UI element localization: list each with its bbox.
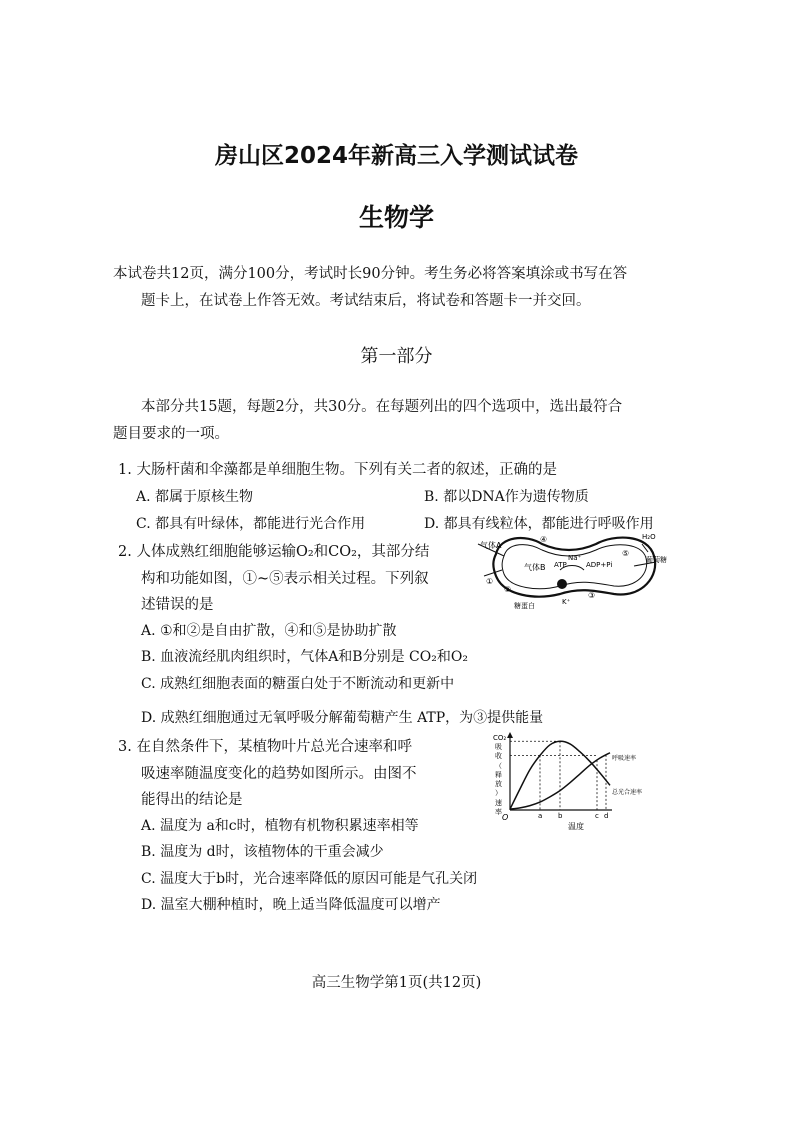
y-axis-label-group — [493, 734, 506, 816]
question-2-option-d[interactable]: D. 成熟红细胞通过无氧呼吸分解葡萄糖产生 ATP，为③提供能量 — [141, 710, 544, 726]
y-axis-label-part: 速 — [495, 799, 502, 807]
y-axis-label-part: 释 — [495, 771, 502, 779]
respiration-curve — [510, 753, 610, 809]
process-2-arrow — [484, 570, 502, 576]
y-axis-label-part: 收 — [495, 752, 502, 760]
question-3-stem-line-1: 3. 在自然条件下，某植物叶片总光合速率和呼 — [118, 739, 412, 755]
process-1-marker: ① — [486, 577, 494, 586]
x-tick-label: b — [558, 812, 563, 820]
part-title: 第一部分 — [360, 346, 433, 367]
na-k-pump — [557, 579, 567, 589]
red-blood-cell-diagram — [474, 526, 674, 612]
temperature-rate-chart — [488, 728, 688, 834]
process-4-marker: ④ — [540, 535, 548, 544]
x-tick-label: c — [595, 812, 599, 820]
question-2-option-c[interactable]: C. 成熟红细胞表面的糖蛋白处于不断流动和更新中 — [141, 676, 455, 692]
question-1-option-c[interactable]: C. 都具有叶绿体，都能进行光合作用 — [136, 516, 366, 532]
question-1-option-b[interactable]: B. 都以DNA作为遗传物质 — [424, 489, 589, 505]
y-axis-label-part: 放 — [495, 780, 502, 788]
x-axis-label: 温度 — [568, 822, 584, 831]
y-axis-label-part: 吸 — [495, 743, 502, 751]
gas-a-label: 气体A — [480, 541, 502, 550]
y-axis-label-part: ） — [495, 789, 502, 797]
subject-title: 生物学 — [358, 203, 434, 232]
question-3-stem-line-3: 能得出的结论是 — [141, 792, 243, 808]
x-tick-label: a — [538, 812, 543, 820]
question-3-option-a[interactable]: A. 温度为 a和c时，植物有机物积累速率相等 — [141, 818, 419, 834]
exam-title: 房山区2024年新高三入学测试试卷 — [214, 143, 578, 169]
cell-membrane-outline — [493, 538, 655, 597]
question-1-option-d[interactable]: D. 都具有线粒体，都能进行呼吸作用 — [424, 516, 654, 532]
k-label: K⁺ — [562, 598, 571, 606]
atp-label: ATP — [554, 561, 567, 569]
question-1-option-a[interactable]: A. 都属于原核生物 — [136, 489, 254, 505]
y-axis-label-part: （ — [495, 762, 502, 770]
process-2-marker: ② — [504, 585, 512, 594]
water-label: H₂O — [642, 533, 656, 541]
legend-respiration: 呼吸速率 — [612, 755, 637, 762]
page-footer: 高三生物学第1页(共12页) — [311, 975, 482, 991]
question-1-stem: 1. 大肠杆菌和伞藻都是单细胞生物。下列有关二者的叙述，正确的是 — [118, 462, 557, 478]
adp-label: ADP+Pi — [586, 561, 613, 569]
part-instruction-line-1: 本部分共15题，每题2分，共30分。在每题列出的四个选项中，选出最符合 — [141, 399, 623, 415]
glucose-label: 葡萄糖 — [646, 556, 667, 564]
part-instruction-line-2: 题目要求的一项。 — [113, 426, 229, 442]
process-5-marker: ⑤ — [622, 549, 630, 558]
intro-line-2: 题卡上，在试卷上作答无效。考试结束后，将试卷和答题卡一并交回。 — [141, 293, 591, 309]
y-axis-label-part: CO₂ — [493, 734, 507, 742]
question-3-option-d[interactable]: D. 温室大棚种植时，晚上适当降低温度可以增产 — [141, 897, 441, 913]
y-axis-label-part: 率 — [495, 808, 502, 816]
question-2-option-b[interactable]: B. 血液流经肌肉组织时，气体A和B分别是 CO₂和O₂ — [141, 649, 468, 665]
na-label: Na⁺ — [568, 554, 582, 562]
question-2-stem-line-1: 2. 人体成熟红细胞能够运输O₂和CO₂，其部分结 — [118, 544, 430, 560]
y-axis-arrow — [507, 732, 513, 738]
x-tick-label: d — [604, 812, 609, 820]
question-3-stem-line-2: 吸速率随温度变化的趋势如图所示。由图不 — [141, 766, 417, 782]
origin-label: O — [502, 813, 509, 822]
question-2-stem-line-3: 述错误的是 — [141, 597, 214, 613]
process-3-marker: ③ — [588, 591, 596, 600]
question-2-stem-line-2: 构和功能如图，①~⑤表示相关过程。下列叙 — [141, 571, 429, 587]
glycoprotein-label: 糖蛋白 — [514, 602, 535, 610]
gas-b-label: 气体B — [524, 563, 546, 572]
legend-photosynthesis: 总光合速率 — [612, 789, 643, 796]
question-2-option-a[interactable]: A. ①和②是自由扩散，④和⑤是协助扩散 — [141, 623, 397, 639]
question-3-option-c[interactable]: C. 温度大于b时，光合速率降低的原因可能是气孔关闭 — [141, 871, 478, 887]
intro-line-1: 本试卷共12页，满分100分，考试时长90分钟。考生务必将答案填涂或书写在答 — [113, 266, 628, 282]
question-3-option-b[interactable]: B. 温度为 d时，该植物体的干重会减少 — [141, 844, 384, 860]
